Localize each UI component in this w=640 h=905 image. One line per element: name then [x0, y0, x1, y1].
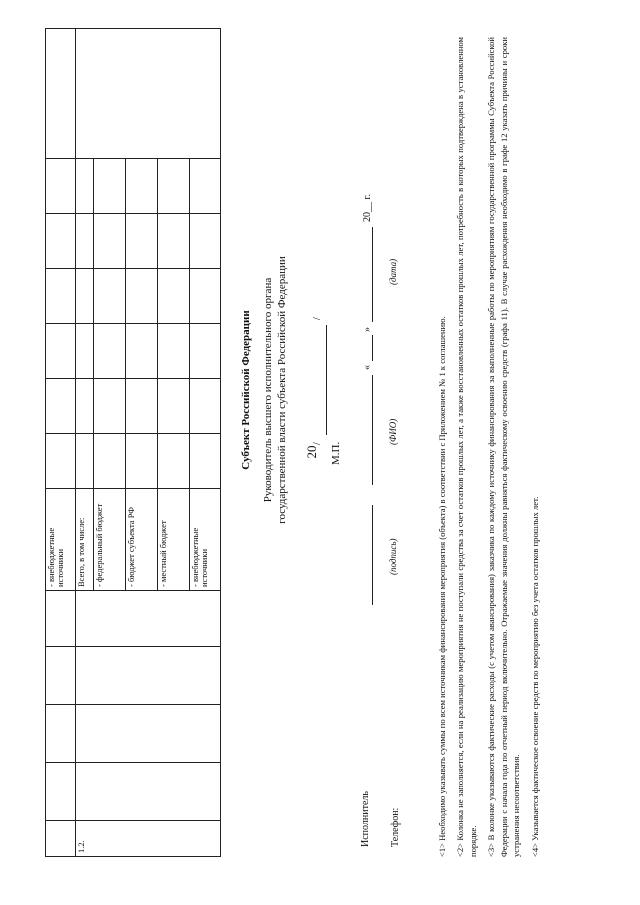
- source-cell: - внебюджетные источники: [46, 489, 76, 591]
- date-month-line: [372, 227, 373, 322]
- signature-line: [326, 325, 327, 435]
- table-cell: [126, 434, 158, 489]
- table-cell: [190, 434, 221, 489]
- head-title-line2: государственной власти субъекта Российской Федерации: [275, 256, 288, 524]
- table-cell: [46, 591, 76, 647]
- source-cell: Всего, в том числе:: [76, 489, 94, 591]
- row-number-cell: 1.2.: [76, 821, 221, 857]
- table-cell: [76, 159, 94, 214]
- table-cell: [76, 647, 221, 705]
- table-cell: [158, 269, 190, 324]
- subject-title: Субъект Российской Федерации: [240, 310, 252, 470]
- head-title-line1: Руководитель высшего исполнительного органа: [262, 277, 274, 503]
- table-cell: [76, 763, 221, 821]
- table-cell: [46, 647, 76, 705]
- table-cell: [76, 214, 94, 269]
- source-cell: - бюджет субъекта РФ: [126, 489, 158, 591]
- table-cell: [76, 705, 221, 763]
- table-cell: [126, 379, 158, 434]
- source-cell: - федеральный бюджет: [94, 489, 126, 591]
- date-year: 20__ г.: [362, 194, 373, 222]
- table-cell: [46, 159, 76, 214]
- phone-label: Телефон:: [390, 807, 401, 847]
- source-cell: - местный бюджет: [158, 489, 190, 591]
- table-cell: [126, 214, 158, 269]
- table-cell: [190, 379, 221, 434]
- table-cell: [158, 159, 190, 214]
- stamp-mark: М.П.: [330, 441, 342, 465]
- table-cell: [46, 705, 76, 763]
- date-day-line: [372, 335, 373, 361]
- table-cell: [46, 434, 76, 489]
- table-cell: [126, 159, 158, 214]
- caption-name: (ФИО): [388, 418, 398, 445]
- page-number: 20: [304, 445, 319, 459]
- table-cell: [46, 324, 76, 379]
- table-row: [46, 29, 76, 857]
- table-cell: [76, 591, 221, 647]
- footnote: <1> Необходимо указывать суммы по всем источникам финансирования мероприятия (объекта) в соответствии с Приложением № 1 к соглашению.: [437, 316, 447, 857]
- date-quote-close: »: [362, 327, 373, 332]
- table-cell: [46, 821, 76, 857]
- table-cell: [158, 324, 190, 379]
- table-cell: [76, 29, 221, 159]
- table-cell: [94, 269, 126, 324]
- table-cell: [190, 324, 221, 379]
- caption-signature: (подпись): [388, 538, 398, 575]
- table-cell: [46, 214, 76, 269]
- table-cell: [126, 324, 158, 379]
- date-quote-open: «: [362, 365, 373, 370]
- head-title: [262, 205, 290, 575]
- financing-table: [45, 28, 221, 857]
- executor-signature-line: [372, 505, 373, 605]
- source-cell: - внебюджетные источники: [190, 489, 221, 591]
- footnote: <4> Указывается фактическое освоение средств по мероприятию без учета остатков прошлых лет.: [529, 496, 540, 857]
- caption-date: (дата): [388, 258, 398, 285]
- table-cell: [158, 379, 190, 434]
- table-cell: [94, 159, 126, 214]
- table-cell: [46, 379, 76, 434]
- executor-label: Исполнитель: [360, 791, 371, 847]
- table-cell: [94, 324, 126, 379]
- table-cell: [158, 214, 190, 269]
- table-cell: [76, 434, 94, 489]
- table-cell: [126, 269, 158, 324]
- table-cell: [190, 159, 221, 214]
- table-cell: [76, 324, 94, 379]
- executor-name-line: [372, 375, 373, 485]
- slash-left: /: [312, 442, 323, 445]
- table-cell: [46, 29, 76, 159]
- slash-right: /: [312, 317, 323, 320]
- table-cell: [76, 379, 94, 434]
- table-cell: [94, 434, 126, 489]
- table-cell: [190, 214, 221, 269]
- table-cell: [158, 434, 190, 489]
- table-cell: [190, 269, 221, 324]
- table-cell: [46, 269, 76, 324]
- table-cell: [94, 379, 126, 434]
- footnote: <3> В колонке указываются фактические расходы (с учетом авансирования) заказчика по каждому источнику финансирования за выполненные работы по мероприятиям государственной программы Субъекта Российской Федерации с начала года по отчетный период включительно. Отражаемые значения должны равняться фактическому освоению средств (графа 11). В случае расхождения необходимо в графе 12 указать причины и сроки устранения несоответствия.: [486, 37, 522, 857]
- table-cell: [46, 763, 76, 821]
- table-row: [76, 29, 94, 857]
- table-cell: [76, 269, 94, 324]
- footnote: <2> Колонка не заполняется, если на реализацию мероприятия не поступали средства за счет остатков прошлых лет, а также восстановленных остатков прошлых лет, потребность в которых подтверждена в установленном порядке.: [455, 37, 478, 857]
- table-cell: [94, 214, 126, 269]
- footnotes: [436, 37, 547, 857]
